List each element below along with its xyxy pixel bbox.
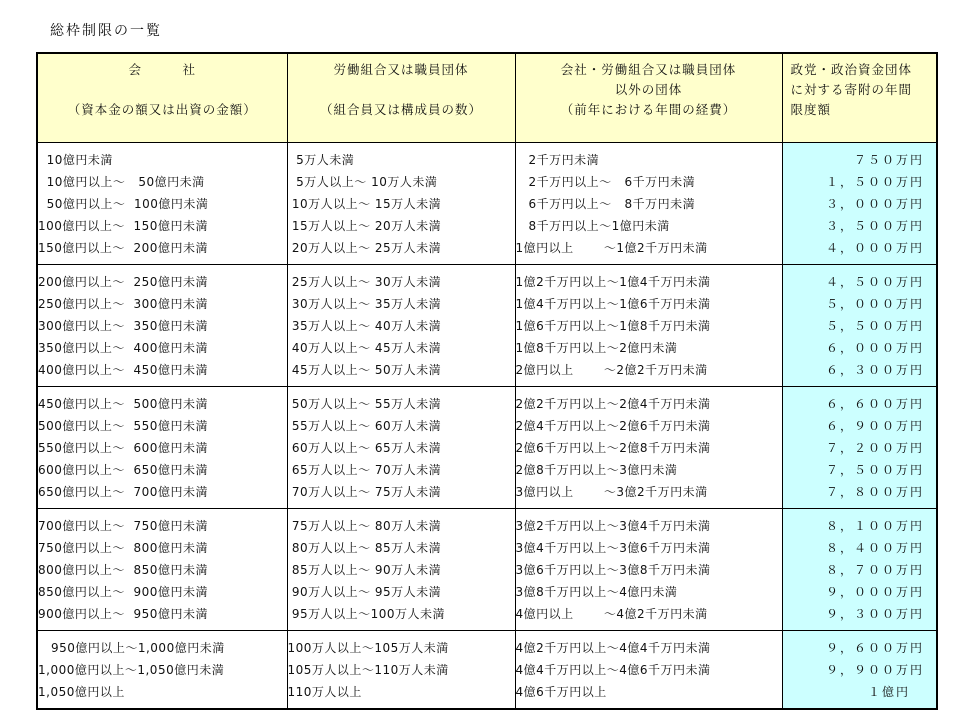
table-row xyxy=(37,602,937,630)
cell-union: 30万人以上～ 35万人未満 xyxy=(287,293,515,315)
cell-limit: ７，５００万円 xyxy=(782,458,937,480)
row-group xyxy=(37,386,937,508)
cell-other: 4億円以上 ～4億2千万円未満 xyxy=(515,602,782,630)
cell-company: 750億円以上～ 800億円未満 xyxy=(37,537,287,559)
cell-company: 300億円以上～ 350億円未満 xyxy=(37,315,287,337)
cell-union: 20万人以上～ 25万人未満 xyxy=(287,236,515,264)
table-row xyxy=(37,336,937,358)
cell-other: 6千万円以上～ 8千万円未満 xyxy=(515,193,782,215)
cell-limit: ５，０００万円 xyxy=(782,293,937,315)
header-limit xyxy=(782,53,937,143)
cell-union: 45万人以上～ 50万人未満 xyxy=(287,358,515,386)
cell-union: 100万人以上～105万人未満 xyxy=(287,630,515,658)
cell-company: 550億円以上～ 600億円未満 xyxy=(37,437,287,459)
cell-company: 650億円以上～ 700億円未満 xyxy=(37,480,287,508)
cell-company: 1,000億円以上～1,050億円未満 xyxy=(37,659,287,681)
cell-company: 250億円以上～ 300億円未満 xyxy=(37,293,287,315)
cell-other: 2億8千万円以上～3億円未満 xyxy=(515,458,782,480)
cell-company: 450億円以上～ 500億円未満 xyxy=(37,386,287,414)
cell-union: 55万人以上～ 60万人未満 xyxy=(287,415,515,437)
cell-company: 10億円以上～ 50億円未満 xyxy=(37,171,287,193)
cell-union: 80万人以上～ 85万人未満 xyxy=(287,537,515,559)
table-row xyxy=(37,580,937,602)
header-company-sub: （資本金の額又は出資の金額） xyxy=(67,102,257,117)
cell-limit: ８，４００万円 xyxy=(782,537,937,559)
cell-company: 200億円以上～ 250億円未満 xyxy=(37,264,287,292)
header-limit-line1: 政党・政治資金団体 xyxy=(790,62,913,77)
cell-limit: ７，８００万円 xyxy=(782,480,937,508)
cell-union: 110万人以上 xyxy=(287,681,515,710)
cell-company: 350億円以上～ 400億円未満 xyxy=(37,336,287,358)
cell-union: 10万人以上～ 15万人未満 xyxy=(287,193,515,215)
cell-other: 2千万円以上～ 6千万円未満 xyxy=(515,171,782,193)
cell-limit: １億円 xyxy=(782,681,937,710)
header-company-main: 会 社 xyxy=(128,62,196,77)
cell-limit: ７５０万円 xyxy=(782,143,937,171)
table-row xyxy=(37,559,937,581)
cell-company: 400億円以上～ 450億円未満 xyxy=(37,358,287,386)
header-union-main: 労働組合又は職員団体 xyxy=(333,62,469,77)
cell-company: 900億円以上～ 950億円未満 xyxy=(37,602,287,630)
header-other-main: 会社・労働組合又は職員団体 xyxy=(560,62,737,77)
cell-limit: ８，１００万円 xyxy=(782,508,937,536)
cell-other: 1億8千万円以上～2億円未満 xyxy=(515,336,782,358)
table-row xyxy=(37,437,937,459)
cell-limit: ８，７００万円 xyxy=(782,559,937,581)
table-row xyxy=(37,264,937,292)
table-row xyxy=(37,315,937,337)
contribution-limit-table xyxy=(36,52,938,710)
cell-limit: ６，３００万円 xyxy=(782,358,937,386)
cell-union: 95万人以上～100万人未満 xyxy=(287,602,515,630)
table-row xyxy=(37,630,937,658)
cell-company: 850億円以上～ 900億円未満 xyxy=(37,580,287,602)
table-row xyxy=(37,508,937,536)
header-other-sub: （前年における年間の経費） xyxy=(560,102,737,117)
cell-limit: ９，３００万円 xyxy=(782,602,937,630)
cell-limit: ９，９００万円 xyxy=(782,659,937,681)
cell-company: 10億円未満 xyxy=(37,143,287,171)
cell-other: 8千万円以上～1億円未満 xyxy=(515,214,782,236)
cell-limit: ４，５００万円 xyxy=(782,264,937,292)
cell-other: 2千万円未満 xyxy=(515,143,782,171)
cell-other: 1億円以上 ～1億2千万円未満 xyxy=(515,236,782,264)
cell-other: 3億2千万円以上～3億4千万円未満 xyxy=(515,508,782,536)
cell-limit: ３，５００万円 xyxy=(782,214,937,236)
cell-other: 2億6千万円以上～2億8千万円未満 xyxy=(515,437,782,459)
table-row xyxy=(37,214,937,236)
cell-union: 90万人以上～ 95万人未満 xyxy=(287,580,515,602)
cell-other: 3億円以上 ～3億2千万円未満 xyxy=(515,480,782,508)
cell-other: 4億4千万円以上～4億6千万円未満 xyxy=(515,659,782,681)
table-row xyxy=(37,386,937,414)
table-row xyxy=(37,143,937,171)
cell-company: 50億円以上～ 100億円未満 xyxy=(37,193,287,215)
table-row xyxy=(37,193,937,215)
header-company xyxy=(37,53,287,143)
cell-union: 50万人以上～ 55万人未満 xyxy=(287,386,515,414)
header-union-sub: （組合員又は構成員の数） xyxy=(319,102,482,117)
cell-limit: ９，０００万円 xyxy=(782,580,937,602)
row-group xyxy=(37,508,937,630)
row-group xyxy=(37,630,937,709)
cell-limit: ９，６００万円 xyxy=(782,630,937,658)
cell-union: 70万人以上～ 75万人未満 xyxy=(287,480,515,508)
cell-company: 100億円以上～ 150億円未満 xyxy=(37,214,287,236)
cell-union: 5万人未満 xyxy=(287,143,515,171)
cell-limit: ３，０００万円 xyxy=(782,193,937,215)
cell-company: 150億円以上～ 200億円未満 xyxy=(37,236,287,264)
cell-limit: ５，５００万円 xyxy=(782,315,937,337)
cell-union: 105万人以上～110万人未満 xyxy=(287,659,515,681)
cell-other: 4億2千万円以上～4億4千万円未満 xyxy=(515,630,782,658)
table-row xyxy=(37,358,937,386)
cell-other: 1億4千万円以上～1億6千万円未満 xyxy=(515,293,782,315)
header-limit-line3: 限度額 xyxy=(790,102,832,117)
cell-other: 3億6千万円以上～3億8千万円未満 xyxy=(515,559,782,581)
cell-company: 800億円以上～ 850億円未満 xyxy=(37,559,287,581)
cell-limit: ７，２００万円 xyxy=(782,437,937,459)
cell-company: 600億円以上～ 650億円未満 xyxy=(37,458,287,480)
cell-other: 3億8千万円以上～4億円未満 xyxy=(515,580,782,602)
table-header xyxy=(37,53,937,143)
cell-union: 75万人以上～ 80万人未満 xyxy=(287,508,515,536)
cell-union: 25万人以上～ 30万人未満 xyxy=(287,264,515,292)
page-title: 総枠制限の一覧 xyxy=(50,23,162,39)
cell-union: 35万人以上～ 40万人未満 xyxy=(287,315,515,337)
table-row xyxy=(37,681,937,710)
row-group xyxy=(37,264,937,386)
cell-company: 950億円以上～1,000億円未満 xyxy=(37,630,287,658)
table-row xyxy=(37,415,937,437)
header-union xyxy=(287,53,515,143)
cell-other: 2億2千万円以上～2億4千万円未満 xyxy=(515,386,782,414)
table-row xyxy=(37,293,937,315)
cell-union: 5万人以上～ 10万人未満 xyxy=(287,171,515,193)
cell-limit: ４，０００万円 xyxy=(782,236,937,264)
cell-limit: ６，９００万円 xyxy=(782,415,937,437)
header-other-line2: 以外の団体 xyxy=(614,82,683,97)
table-row xyxy=(37,480,937,508)
row-group xyxy=(37,143,937,265)
cell-other: 2億円以上 ～2億2千万円未満 xyxy=(515,358,782,386)
cell-limit: ６，０００万円 xyxy=(782,336,937,358)
table-row xyxy=(37,236,937,264)
header-limit-line2: に対する寄附の年間 xyxy=(790,82,913,97)
table-row xyxy=(37,659,937,681)
cell-union: 15万人以上～ 20万人未満 xyxy=(287,214,515,236)
cell-limit: １，５００万円 xyxy=(782,171,937,193)
cell-company: 700億円以上～ 750億円未満 xyxy=(37,508,287,536)
cell-other: 1億6千万円以上～1億8千万円未満 xyxy=(515,315,782,337)
cell-other: 3億4千万円以上～3億6千万円未満 xyxy=(515,537,782,559)
cell-union: 85万人以上～ 90万人未満 xyxy=(287,559,515,581)
cell-union: 60万人以上～ 65万人未満 xyxy=(287,437,515,459)
cell-other: 1億2千万円以上～1億4千万円未満 xyxy=(515,264,782,292)
cell-union: 40万人以上～ 45万人未満 xyxy=(287,336,515,358)
table-row xyxy=(37,458,937,480)
cell-other: 4億6千万円以上 xyxy=(515,681,782,710)
table-row xyxy=(37,537,937,559)
cell-union: 65万人以上～ 70万人未満 xyxy=(287,458,515,480)
cell-limit: ６，６００万円 xyxy=(782,386,937,414)
cell-other: 2億4千万円以上～2億6千万円未満 xyxy=(515,415,782,437)
cell-company: 500億円以上～ 550億円未満 xyxy=(37,415,287,437)
header-other xyxy=(515,53,782,143)
cell-company: 1,050億円以上 xyxy=(37,681,287,710)
table-row xyxy=(37,171,937,193)
